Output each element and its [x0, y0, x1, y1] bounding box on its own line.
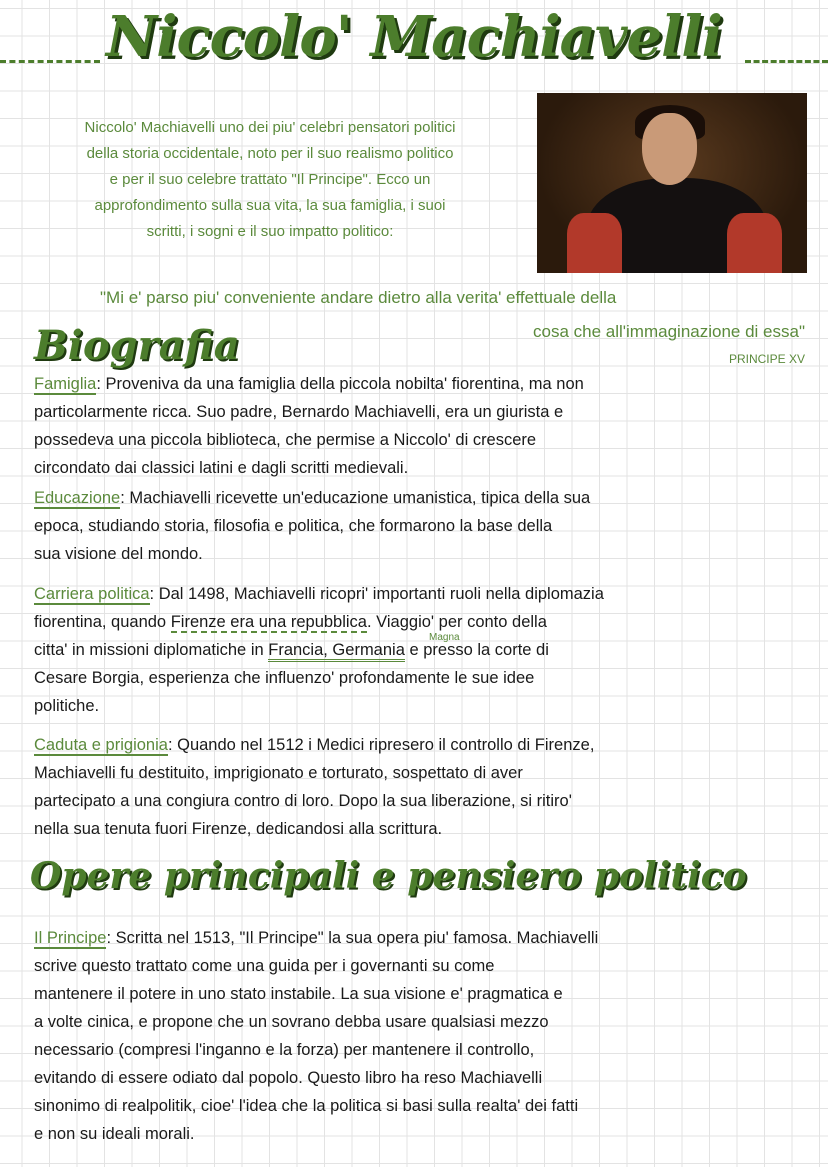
- intro-line: e per il suo celebre trattato "Il Principe". Ecco un: [109, 171, 431, 188]
- text: epoca, studiando storia, filosofia e politica, che formarono la base della: [34, 517, 553, 535]
- text: politiche.: [34, 697, 100, 715]
- text: necessario (compresi l'inganno e la forza) per mantenere il controllo,: [34, 1041, 535, 1059]
- underlined-text: Firenze era una repubblica: [170, 613, 367, 631]
- label-carriera: Carriera politica: [34, 585, 150, 603]
- text: sua visione del mondo.: [34, 545, 203, 563]
- paragraph-educazione: [34, 484, 590, 568]
- text: evitando di essere odiato dal popolo. Questo libro ha reso Machiavelli: [34, 1069, 543, 1087]
- quote-source: PRINCIPE XV: [728, 352, 805, 366]
- text: Cesare Borgia, esperienza che influenzo' profondamente le sue idee: [34, 669, 535, 687]
- text: particolarmente ricca. Suo padre, Bernardo Machiavelli, era un giurista e: [34, 403, 564, 421]
- heading-opere: Opere principali e pensiero politico: [30, 855, 747, 897]
- text: nella sua tenuta fuori Firenze, dedicandosi alla scrittura.: [34, 820, 443, 838]
- intro-line: approfondimento sulla sua vita, la sua famiglia, i suoi: [94, 197, 446, 214]
- paragraph-carriera: [34, 580, 604, 720]
- text: e non su ideali morali.: [34, 1125, 195, 1143]
- label-caduta: Caduta e prigionia: [34, 736, 168, 754]
- text: mantenere il potere in uno stato instabile. La sua visione e' pragmatica e: [34, 985, 563, 1003]
- annotation-note: Magna: [429, 632, 460, 643]
- text: . Viaggio' per conto della: [367, 613, 547, 631]
- label-principe: Il Principe: [34, 929, 107, 947]
- text: : Dal 1498, Machiavelli ricopri' importanti ruoli nella diplomazia: [149, 585, 604, 603]
- quote-line-1: "Mi e' parso piu' conveniente andare dietro alla verita' effettuale della: [100, 288, 617, 307]
- intro-line: scritti, i sogni e il suo impatto politico:: [146, 223, 394, 240]
- text: possedeva una piccola biblioteca, che permise a Niccolo' di crescere: [34, 431, 537, 449]
- label-famiglia: Famiglia: [34, 375, 97, 393]
- text: a volte cinica, e propone che un sovrano debba usare qualsiasi mezzo: [34, 1013, 549, 1031]
- text: : Proveniva da una famiglia della piccola nobilta' fiorentina, ma non: [96, 375, 584, 393]
- intro-text: [10, 115, 530, 245]
- text: citta' in missioni diplomatiche in: [34, 641, 269, 659]
- machiavelli-portrait: [537, 93, 807, 273]
- underlined-text: Francia, Germania: [268, 641, 405, 662]
- paragraph-famiglia: [34, 370, 584, 482]
- text: scrive questo trattato come una guida per i governanti su come: [34, 957, 495, 975]
- text: e presso la corte di: [404, 641, 549, 659]
- label-educazione: Educazione: [34, 489, 121, 507]
- text: circondato dai classici latini e dagli scritti medievali.: [34, 459, 409, 477]
- heading-biografia: Biografia: [34, 322, 240, 369]
- text: : Quando nel 1512 i Medici ripresero il controllo di Firenze,: [167, 736, 595, 754]
- paragraph-principe: [34, 924, 598, 1148]
- text: : Scritta nel 1513, "Il Principe" la sua opera piu' famosa. Machiavelli: [106, 929, 599, 947]
- intro-line: della storia occidentale, noto per il suo realismo politico: [86, 145, 454, 162]
- text: Machiavelli fu destituito, imprigionato e torturato, sospettato di aver: [34, 764, 523, 782]
- paragraph-caduta: [34, 731, 594, 843]
- text: fiorentina, quando: [34, 613, 171, 631]
- quote-line-2: cosa che all'immaginazione di essa": [533, 322, 805, 341]
- intro-line: Niccolo' Machiavelli uno dei piu' celebri pensatori politici: [84, 119, 456, 136]
- page-title: Niccolo' Machiavelli: [106, 4, 722, 70]
- text: partecipato a una congiura contro di loro. Dopo la sua liberazione, si ritiro': [34, 792, 572, 810]
- text: : Machiavelli ricevette un'educazione umanistica, tipica della sua: [120, 489, 591, 507]
- text: sinonimo di realpolitik, cioe' l'idea che la politica si basi sulla realta' dei fatti: [34, 1097, 579, 1115]
